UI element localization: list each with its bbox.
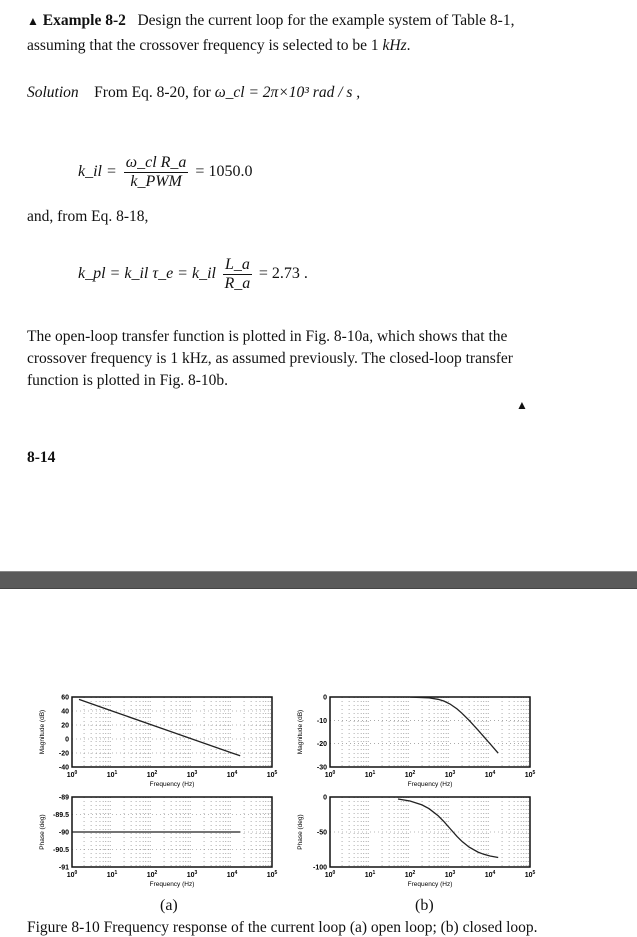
y-tick-label: -10 xyxy=(316,717,327,725)
end-triangle-icon: ▲ xyxy=(516,398,528,412)
x-tick-label: $10^0$ xyxy=(324,770,336,779)
x-tick-label: $10^2$ xyxy=(404,770,416,779)
paragraph-line-1: The open-loop transfer function is plotted in Fig. 8-10a, which shows that the xyxy=(27,328,508,345)
x-tick-label: $10^4$ xyxy=(226,870,238,879)
x-tick-label: $10^5$ xyxy=(524,770,536,779)
eq1-rhs: = 1050.0 xyxy=(195,163,253,181)
plot-frame xyxy=(330,697,530,767)
example-label: Example 8-2 xyxy=(42,12,126,29)
example-triangle-icon: ▲ xyxy=(27,14,39,28)
y-tick-label: -91 xyxy=(58,864,69,872)
eq2-numerator: L_a xyxy=(224,256,250,273)
x-tick-label: $10^2$ xyxy=(146,870,158,879)
paragraph-line-3: function is plotted in Fig. 8-10b. xyxy=(27,372,229,389)
x-tick-label: $10^3$ xyxy=(444,870,456,879)
and-text: and, from Eq. 8-18, xyxy=(27,208,149,225)
eq2-denominator: R_a xyxy=(224,275,251,292)
page-separator xyxy=(0,571,637,589)
y-tick-label: -90.5 xyxy=(53,847,69,854)
x-tick-label: $10^2$ xyxy=(404,870,416,879)
page-number: 8-14 xyxy=(27,449,56,466)
equation-kpl xyxy=(78,256,308,293)
y-tick-label: 0 xyxy=(323,794,327,802)
eq1-denominator: k_PWM xyxy=(130,173,182,190)
x-tick-label: $10^2$ xyxy=(146,770,158,779)
x-tick-label: $10^3$ xyxy=(186,770,198,779)
y-tick-label: 40 xyxy=(61,708,69,716)
x-tick-label: $10^5$ xyxy=(266,770,278,779)
x-axis-label: Frequency (Hz) xyxy=(149,781,195,788)
subfigure-label-b: (b) xyxy=(415,897,434,914)
x-tick-label: $10^1$ xyxy=(106,770,118,779)
y-tick-label: -20 xyxy=(316,741,327,749)
y-tick-label: -30 xyxy=(316,764,327,772)
example-heading-line xyxy=(27,12,514,30)
x-tick-label: $10^3$ xyxy=(186,870,198,879)
y-tick-label: -89.5 xyxy=(53,812,69,819)
x-tick-label: $10^0$ xyxy=(66,870,78,879)
y-tick-label: -89 xyxy=(58,794,69,802)
figure-8-10 xyxy=(0,680,637,900)
eq2-fraction xyxy=(223,256,252,293)
x-tick-label: $10^1$ xyxy=(106,870,118,879)
eq1-numerator: ω_cl R_a xyxy=(125,154,187,171)
example-text-line1: Design the current loop for the example system of Table 8-1, xyxy=(137,12,515,29)
y-tick-label: -100 xyxy=(312,864,327,872)
y-tick-label: -20 xyxy=(58,750,69,758)
y-tick-label: 0 xyxy=(323,694,327,702)
y-tick-label: 0 xyxy=(65,736,69,744)
x-axis-label: Frequency (Hz) xyxy=(149,881,195,888)
solution-line xyxy=(27,84,360,102)
y-axis-label: Phase (deg) xyxy=(39,814,46,850)
equation-kil xyxy=(78,154,252,191)
x-tick-label: $10^0$ xyxy=(66,770,78,779)
eq1-lhs: k_il = xyxy=(78,163,117,181)
y-axis-label: Magnitude (dB) xyxy=(39,709,46,755)
example-text: assuming that the crossover frequency is selected to be 1 xyxy=(27,37,383,54)
eq1-fraction xyxy=(124,154,189,191)
y-tick-label: -50 xyxy=(316,829,327,837)
x-tick-label: $10^1$ xyxy=(364,770,376,779)
x-axis-label: Frequency (Hz) xyxy=(407,781,453,788)
x-tick-label: $10^5$ xyxy=(266,870,278,879)
y-axis-label: Magnitude (dB) xyxy=(297,709,304,755)
example-text-line2 xyxy=(27,37,411,55)
y-tick-label: 20 xyxy=(61,722,69,730)
paragraph-line-2: crossover frequency is 1 kHz, as assumed previously. The closed-loop transfer xyxy=(27,350,513,367)
x-axis-label: Frequency (Hz) xyxy=(407,881,453,888)
period: . xyxy=(406,37,411,54)
x-tick-label: $10^4$ xyxy=(484,770,496,779)
unit-khz: kHz xyxy=(382,37,407,54)
solution-label: Solution xyxy=(27,84,79,101)
x-tick-label: $10^0$ xyxy=(324,870,336,879)
y-tick-label: 60 xyxy=(61,694,69,702)
solution-text: From Eq. 8-20, for xyxy=(94,84,211,101)
x-tick-label: $10^4$ xyxy=(226,770,238,779)
series-line xyxy=(410,697,498,753)
x-tick-label: $10^3$ xyxy=(444,770,456,779)
eq2-lhs: k_pl = k_il τ_e = k_il xyxy=(78,265,216,283)
series-line xyxy=(79,699,240,755)
y-tick-label: -40 xyxy=(58,764,69,772)
eq2-rhs: = 2.73 . xyxy=(258,265,308,283)
solution-equation: ω_cl = 2π×10³ rad / s , xyxy=(214,84,361,101)
figure-caption: Figure 8-10 Frequency response of the current loop (a) open loop; (b) closed loop. xyxy=(27,919,538,936)
series-line xyxy=(398,799,498,858)
y-axis-label: Phase (deg) xyxy=(297,814,304,850)
x-tick-label: $10^1$ xyxy=(364,870,376,879)
subfigure-label-a: (a) xyxy=(160,897,178,914)
x-tick-label: $10^4$ xyxy=(484,870,496,879)
x-tick-label: $10^5$ xyxy=(524,870,536,879)
y-tick-label: -90 xyxy=(58,829,69,837)
